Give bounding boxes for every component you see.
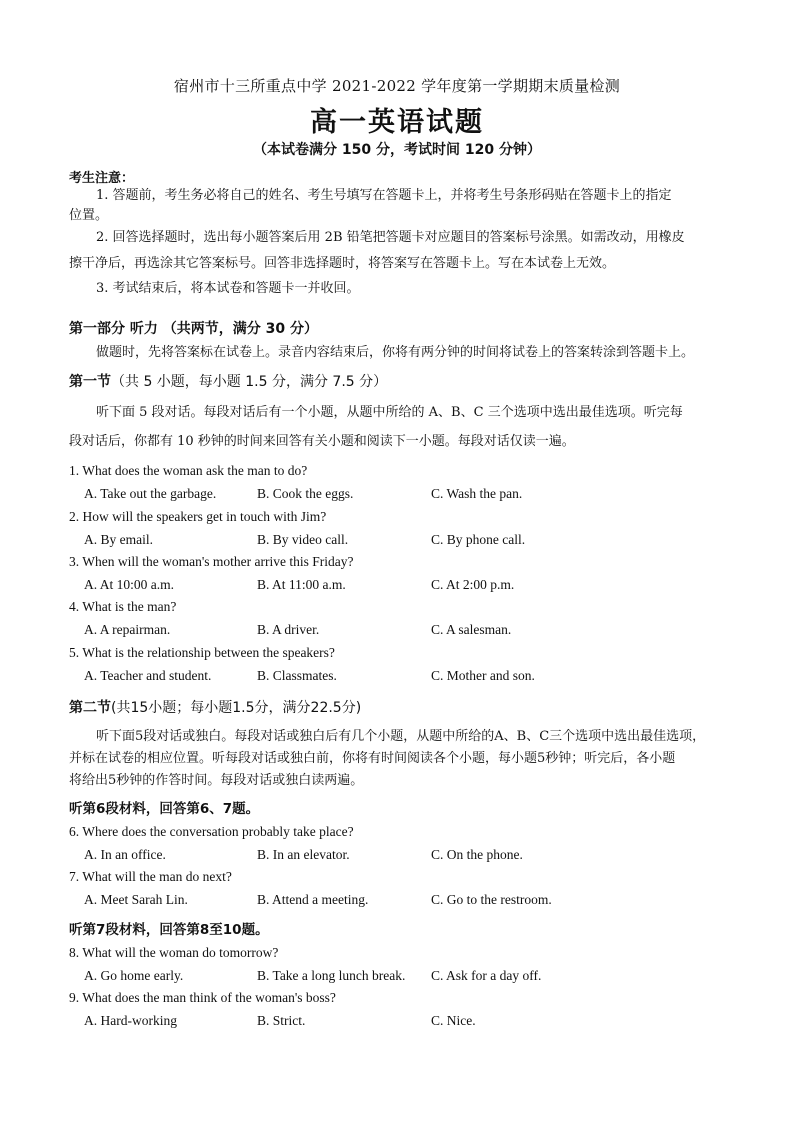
notice-item-3: 3. 考试结束后，将本试卷和答题卡一并收回。: [96, 281, 360, 296]
school-exam-line: 宿州市十三所重点中学 2021-2022 学年度第一学期期末质量检测: [173, 77, 621, 95]
section2-instruction-line-2: 并标在试卷的相应位置。听每段对话或独白前，你将有时间阅读各个小题，每小题5秒钟；听完后，各小题: [69, 751, 676, 766]
question-5-option-c: C. Mother and son.: [431, 668, 535, 683]
question-9-option-b: B. Strict.: [257, 1013, 306, 1028]
question-2-option-c: C. By phone call.: [431, 532, 526, 547]
section1-instruction-line-1: 听下面 5 段对话。每段对话后有一个小题，从题中所给的 A、B、C 三个选项中选出最佳选项。听完每: [96, 405, 683, 420]
material-6-heading: 听第6段材料，回答第6、7题。: [69, 801, 260, 817]
notice-item-2-line-2: 擦干净后，再选涂其它答案标号。回答非选择题时，将答案写在答题卡上。写在本试卷上无效。: [69, 256, 616, 271]
question-4-option-b: B. A driver.: [257, 622, 320, 637]
section2-heading-label: 第二节: [69, 700, 111, 716]
section1-heading-label: 第一节: [69, 374, 111, 390]
section1-heading-detail: （共 5 小题，每小题 1.5 分，满分 7.5 分）: [111, 374, 388, 390]
notice-item-1-line-2: 位置。: [69, 208, 109, 223]
question-9-option-a: A. Hard-working: [84, 1013, 177, 1028]
section2-instruction-line-1: 听下面5段对话或独白。每段对话或独白后有几个小题，从题中所给的A、B、C三个选项中选出最佳选项，: [96, 729, 706, 744]
question-9-option-c: C. Nice.: [431, 1013, 476, 1028]
question-8-option-b: B. Take a long lunch break.: [257, 968, 406, 983]
notice-item-1-line-1: 1. 答题前，考生务必将自己的姓名、考生号填写在答题卡上，并将考生号条形码贴在答题卡上的指定: [96, 188, 672, 203]
part1-instruction: 做题时，先将答案标在试卷上。录音内容结束后，你将有两分钟的时间将试卷上的答案转涂到答题卡上。: [96, 345, 695, 360]
question-1: 1. What does the woman ask the man to do?: [69, 463, 308, 478]
question-7-option-b: B. Attend a meeting.: [257, 892, 369, 907]
question-4-option-a: A. A repairman.: [84, 622, 171, 637]
notice-item-2-line-1: 2. 回答选择题时，选出每小题答案后用 2B 铅笔把答题卡对应题目的答案标号涂黑。如需改动，用橡皮: [96, 230, 685, 245]
question-1-option-a: A. Take out the garbage.: [84, 486, 217, 501]
exam-subtitle: （本试卷满分 150 分，考试时间 120 分钟）: [253, 142, 541, 158]
material-7-heading: 听第7段材料，回答第8至10题。: [69, 922, 269, 938]
question-5-option-b: B. Classmates.: [257, 668, 337, 683]
question-2-option-a: A. By email.: [84, 532, 153, 547]
question-3-option-a: A. At 10:00 a.m.: [84, 577, 174, 592]
question-5-option-a: A. Teacher and student.: [84, 668, 212, 683]
question-8-option-c: C. Ask for a day off.: [431, 968, 542, 983]
question-7-option-a: A. Meet Sarah Lin.: [84, 892, 188, 907]
section2-heading-detail: (共15小题；每小题1.5分，满分22.5分): [111, 700, 362, 716]
section2-heading: [69, 697, 361, 717]
question-9: 9. What does the man think of the woman's boss?: [69, 990, 336, 1005]
question-6-option-c: C. On the phone.: [431, 847, 523, 862]
question-2: 2. How will the speakers get in touch with Jim?: [69, 509, 327, 524]
question-3-option-c: C. At 2:00 p.m.: [431, 577, 515, 592]
question-5: 5. What is the relationship between the speakers?: [69, 645, 335, 660]
question-6-option-a: A. In an office.: [84, 847, 166, 862]
question-6: 6. Where does the conversation probably take place?: [69, 824, 354, 839]
question-8: 8. What will the woman do tomorrow?: [69, 945, 279, 960]
question-8-option-a: A. Go home early.: [84, 968, 184, 983]
question-7-option-c: C. Go to the restroom.: [431, 892, 552, 907]
question-1-option-b: B. Cook the eggs.: [257, 486, 354, 501]
question-4: 4. What is the man?: [69, 599, 177, 614]
question-2-option-b: B. By video call.: [257, 532, 349, 547]
question-7: 7. What will the man do next?: [69, 869, 232, 884]
question-4-option-c: C. A salesman.: [431, 622, 512, 637]
section1-heading: [69, 371, 387, 391]
question-3: 3. When will the woman's mother arrive this Friday?: [69, 554, 354, 569]
section1-instruction-line-2: 段对话后，你都有 10 秒钟的时间来回答有关小题和阅读下一小题。每段对话仅读一遍。: [69, 434, 575, 449]
notice-heading: 考生注意：: [69, 171, 135, 186]
page-title: 高一英语试题: [310, 107, 484, 138]
question-1-option-c: C. Wash the pan.: [431, 486, 523, 501]
part1-heading: 第一部分 听力 （共两节，满分 30 分）: [69, 321, 318, 337]
question-6-option-b: B. In an elevator.: [257, 847, 350, 862]
question-3-option-b: B. At 11:00 a.m.: [257, 577, 346, 592]
section2-instruction-line-3: 将给出5秒钟的作答时间。每段对话或独白读两遍。: [69, 773, 364, 788]
